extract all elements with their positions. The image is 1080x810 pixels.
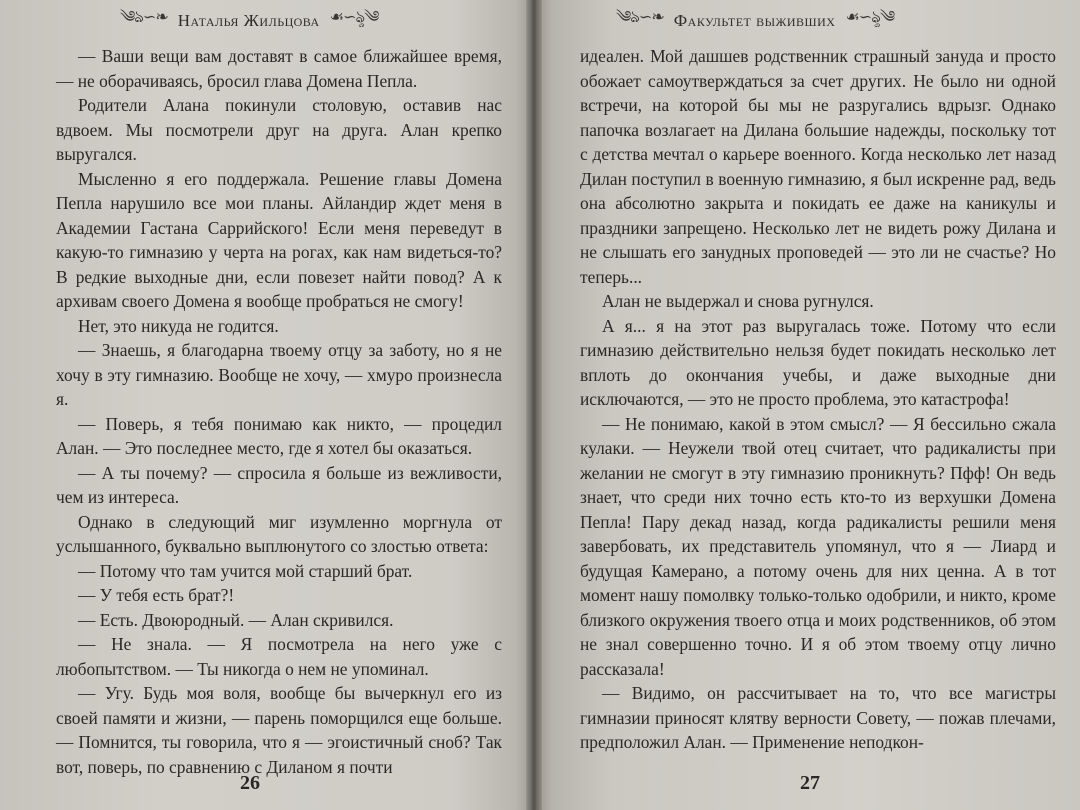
- paragraph: Алан не выдержал и снова ругнулся.: [602, 291, 874, 311]
- paragraph: А я... я на этот раз выругалась тоже. Потому что если гимназию действительно нельзя будет покидать несколько лет вплоть до окончания учебы, и даже выходные дни исключаются, — это не просто проблема, это катастрофа!: [580, 315, 1056, 409]
- paragraph: Однако в следующий миг изумленно моргнула от услышанного, буквально выплюнутого со злостью ответа:: [56, 511, 502, 556]
- right-page-header: Факультет выживших: [673, 11, 836, 30]
- paragraph: — Есть. Двоюродный. — Алан скривился.: [78, 609, 394, 630]
- page-number: 27: [800, 772, 820, 794]
- paragraph: идеален. Мой дашшев родственник страшный зануда и просто обожает самоутверждаться за счет других. Не было ни одной встречи, на которой бы мы не разругались вдрызг. Однако папочка возлагает на Дилана большие надежды, поскольку тот с детства мечтал о карьере военного. Когда несколько лет назад Дилан поступил в военную гимназию, я был искренне рад, ведь она абсолютно закрыта и покидать ее даже на каникулы и праздники запрещено. Несколько лет не видеть рожу Дилана и не слышать его занудных проповедей — это ли не счастье? Но теперь...: [580, 46, 1056, 287]
- paragraph: Родители Алана покинули столовую, оставив нас вдвоем. Мы посмотрели друг на друга. Алан крепко выругался.: [56, 95, 502, 164]
- paragraph: Мысленно я его поддержала. Решение главы Домена Пепла нарушило все мои планы. Айландир ждет меня в Академии Гастана Саррийского! Если меня переведут в какую-то гимназию у черта на рогах, как нам видеться-то? В редкие выходные дни, если повезет найти повод? А к архивам своего Домена я вообще пробраться не смогу!: [56, 168, 502, 311]
- paragraph: Нет, это никуда не годится.: [78, 315, 279, 336]
- paragraph: — У тебя есть брат?!: [78, 585, 235, 605]
- flourish-ornament-icon: ☙∽ৡ༄: [329, 8, 379, 26]
- paragraph: — Угу. Будь моя воля, вообще бы вычеркнул его из своей памяти и жизни, — парень поморщился еще больше. — Помнится, ты говорила, что я — эгоистичный сноб? Так вот, поверь, по сравнению с Диланом я почти: [56, 683, 502, 777]
- left-page-header: Наталья Жильцова: [177, 11, 320, 30]
- left-page: [0, 0, 532, 810]
- paragraph: — Не понимаю, какой в этом смысл? — Я бессильно сжала кулаки. — Неужели твой отец считает, что радикалисты при желании не смогут в эту гимназию проникнуть? Пфф! Он ведь знает, что среди них точно есть кто-то из верхушки Домена Пепла! Пару декад назад, когда радикалисты решили меня завербовать, их представитель упомянул, что я — Лиард и будущая Камерано, а потому очень для них ценна. А в тот момент нашу помолвку только-только одобрили, и никто, кроме близкого окружения твоего отца и моих родственников, об этом не знал совершенно точно. И я об этом твоему отцу лично рассказала!: [580, 413, 1056, 679]
- right-page-body: [580, 44, 1056, 755]
- paragraph: — Потому что там учится мой старший брат.: [78, 560, 413, 581]
- paragraph: — А ты почему? — спросила я больше из вежливости, чем из интереса.: [56, 462, 502, 507]
- flourish-ornament-icon: ༄ঌ∽❧: [120, 8, 168, 26]
- flourish-ornament-icon: ༄ঌ∽❧: [616, 8, 664, 26]
- book-gutter: [526, 0, 542, 810]
- page-number: 26: [240, 772, 260, 794]
- left-running-head: [120, 10, 378, 32]
- paragraph: — Не знала. — Я посмотрела на него уже с любопытством. — Ты никогда о нем не упоминал.: [56, 634, 502, 679]
- paragraph: — Поверь, я тебя понимаю как никто, — процедил Алан. — Это последнее место, где я хотел бы оказаться.: [56, 413, 502, 458]
- paragraph: — Ваши вещи вам доставят в самое ближайшее время, — не оборачиваясь, бросил глава Домена Пепла.: [56, 46, 502, 91]
- right-running-head: [616, 10, 894, 32]
- left-page-body: [56, 44, 502, 779]
- paragraph: — Знаешь, я благодарна твоему отцу за заботу, но я не хочу в эту гимназию. Вообще не хочу, — хмуро произнесла я.: [56, 340, 502, 409]
- right-page: [536, 0, 1080, 810]
- flourish-ornament-icon: ☙∽ৡ༄: [845, 8, 895, 26]
- paragraph: — Видимо, он рассчитывает на то, что все магистры гимназии приносят клятву верности Совету, — пожав плечами, предположил Алан. — Применение неподкон-: [580, 683, 1056, 752]
